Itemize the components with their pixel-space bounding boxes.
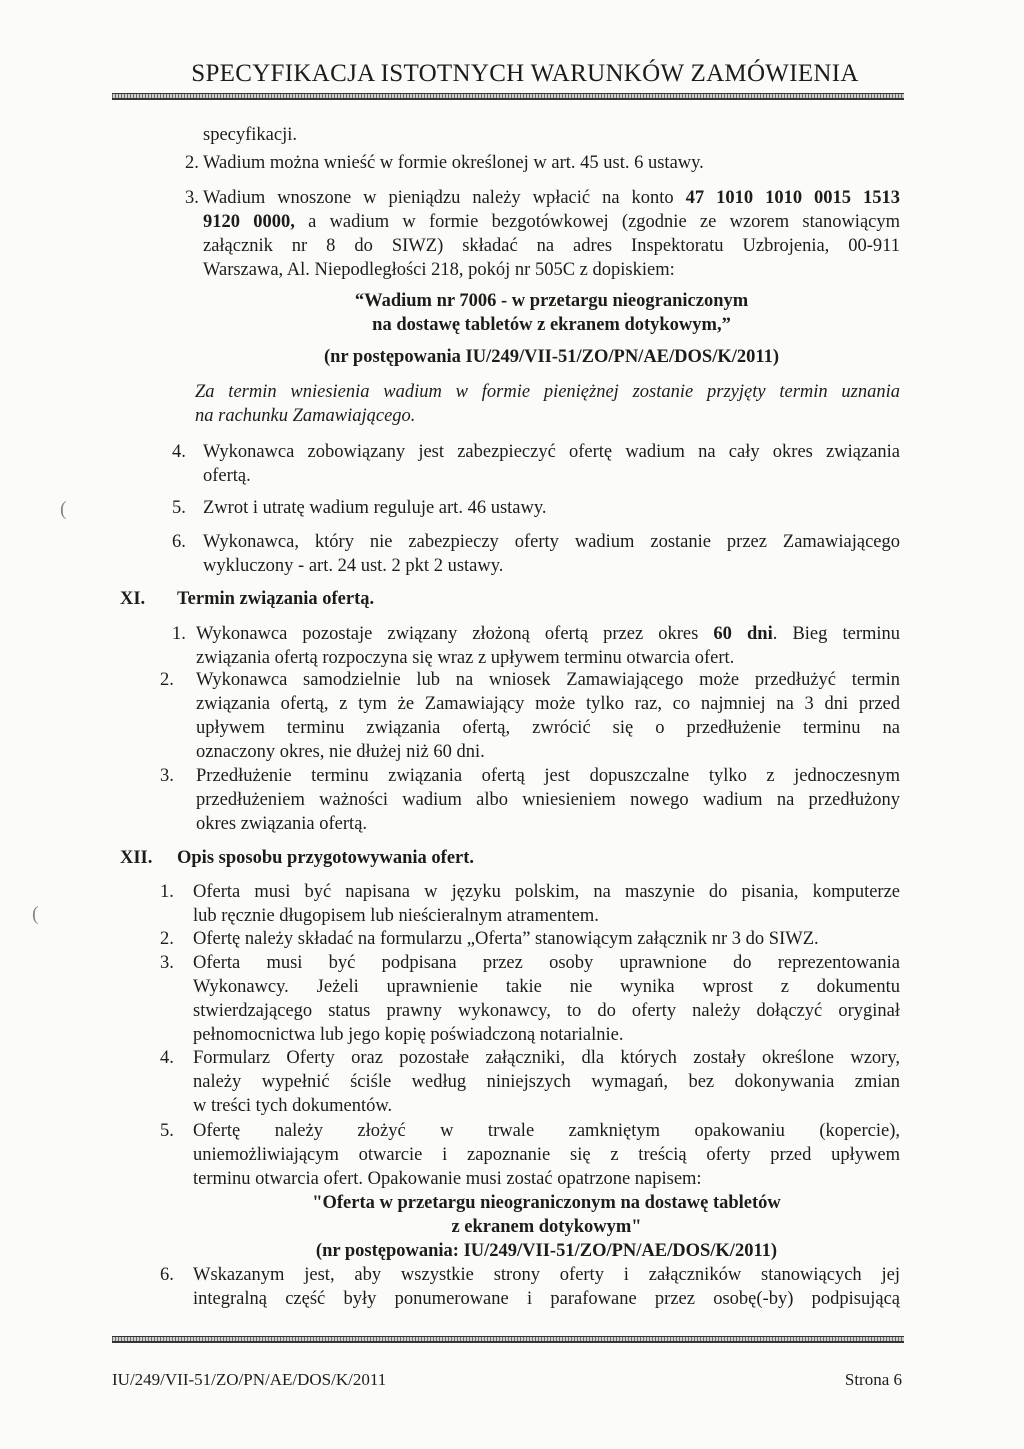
paragraph-line: Wskazanym jest, aby wszystkie strony oferty i załączników stanowiących jej: [193, 1265, 900, 1285]
paragraph-line: Przedłużenie terminu związania ofertą jest dopuszczalne tylko z jednoczesnym: [196, 766, 900, 786]
margin-mark: (: [60, 498, 67, 520]
margin-mark: (: [32, 903, 39, 925]
paragraph-line: integralną część były ponumerowane i parafowane przez osobę(-by) podpisującą: [193, 1289, 900, 1309]
paragraph-line: Oferta musi być napisana w języku polskim, na maszynie do pisania, komputerze: [193, 882, 900, 902]
section-heading: Termin związania ofertą.: [177, 589, 375, 609]
footer-reference: IU/249/VII-51/ZO/PN/AE/DOS/K/2011: [112, 1370, 387, 1389]
paragraph-line: Ofertę należy składać na formularzu „Oferta” stanowiącym załącznik nr 3 do SIWZ.: [193, 929, 819, 949]
procedure-number: (nr postępowania IU/249/VII-51/ZO/PN/AE/DOS/K/2011): [323, 347, 780, 367]
item-number: 2.: [160, 929, 174, 949]
paragraph-line: okres związania ofertą.: [196, 814, 368, 834]
paragraph-line: stwierdzającego status prawny wykonawcy, to do oferty należy dołączyć oryginał: [193, 1001, 900, 1021]
document-header: SPECYFIKACJA ISTOTNYCH WARUNKÓW ZAMÓWIENIA: [191, 60, 859, 87]
paragraph-line: lub ręcznie długopisem lub nieścieralnym atramentem.: [193, 906, 599, 926]
paragraph-line: ofertą.: [203, 466, 251, 486]
italic-note: na rachunku Zamawiającego.: [195, 406, 416, 426]
paragraph-line: należy wypełnić ściśle według niniejszych wymagań, bez dokonywania zmian: [193, 1072, 900, 1092]
paragraph-line: Wykonawcy. Jeżeli uprawnienie takie nie wynika wprost z dokumentu: [193, 977, 900, 997]
item-number: 3.: [160, 953, 174, 973]
paragraph-line: Wykonawca zobowiązany jest zabezpieczyć ofertę wadium na cały okres związania: [203, 442, 900, 462]
item-number: 1.: [172, 624, 186, 644]
paragraph-line: wykluczony - art. 24 ust. 2 pkt 2 ustawy.: [203, 556, 504, 576]
quoted-caption: "Oferta w przetargu nieograniczonym na dostawę tabletów: [312, 1193, 781, 1213]
paragraph-line: związania ofertą, z tym że Zamawiający może tylko raz, co najmniej na 3 dni przed: [196, 694, 900, 714]
item-number: 4.: [160, 1048, 174, 1068]
paragraph-line: Wykonawca, który nie zabezpieczy oferty wadium zostanie przez Zamawiającego: [203, 532, 900, 552]
item-number: 5.: [160, 1121, 174, 1141]
procedure-number: (nr postępowania: IU/249/VII-51/ZO/PN/AE/DOS/K/2011): [315, 1241, 778, 1261]
paragraph-line: Wadium wnoszone w pieniądzu należy wpłacić na konto 47 1010 1010 0015 1513: [203, 188, 900, 208]
page-number: Strona 6: [844, 1370, 902, 1389]
paragraph-line: przedłużeniem ważności wadium albo wniesieniem nowego wadium na przedłużony: [196, 790, 900, 810]
paragraph-line: Wykonawca pozostaje związany złożoną ofertą przez okres 60 dni. Bieg terminu: [196, 624, 901, 644]
paragraph-line: Wadium można wnieść w formie określonej w art. 45 ust. 6 ustawy.: [203, 153, 704, 173]
footer-rule: [112, 1336, 904, 1343]
item-number: 2.: [160, 670, 174, 690]
paragraph-line: w treści tych dokumentów.: [193, 1096, 393, 1116]
item-number: 6.: [172, 532, 186, 552]
paragraph-line: Warszawa, Al. Niepodległości 218, pokój nr 505C z dopiskiem:: [203, 260, 675, 280]
paragraph-line: terminu otwarcia ofert. Opakowanie musi zostać opatrzone napisem:: [193, 1169, 702, 1189]
item-number: 5.: [172, 498, 186, 518]
item-number: 2.: [185, 153, 199, 173]
paragraph-line: upływem terminu związania ofertą, zwrócić się o przedłużenie terminu na: [196, 718, 900, 738]
intro-continuation: specyfikacji.: [203, 125, 297, 145]
quoted-caption: na dostawę tabletów z ekranem dotykowym,”: [372, 315, 731, 335]
paragraph-line: związania ofertą rozpoczyna się wraz z upływem terminu otwarcia ofert.: [196, 648, 735, 668]
section-number: XII.: [120, 848, 153, 868]
item-number: 6.: [160, 1265, 174, 1285]
paragraph-line: Ofertę należy złożyć w trwale zamkniętym opakowaniu (kopercie),: [193, 1121, 900, 1141]
quoted-caption: z ekranem dotykowym": [451, 1217, 642, 1237]
paragraph-line: uniemożliwiającym otwarcie i zapoznanie się z treścią oferty przed upływem: [193, 1145, 900, 1165]
header-rule: [112, 93, 904, 100]
item-number: 4.: [172, 442, 186, 462]
paragraph-line: Formularz Oferty oraz pozostałe załączniki, dla których zostały określone wzory,: [193, 1048, 900, 1068]
paragraph-line: Oferta musi być podpisana przez osoby uprawnione do reprezentowania: [193, 953, 900, 973]
item-number: 3.: [160, 766, 174, 786]
paragraph-line: załącznik nr 8 do SIWZ) składać na adres Inspektoratu Uzbrojenia, 00-911: [203, 236, 900, 256]
paragraph-line: pełnomocnictwa lub jego kopię poświadczoną notarialnie.: [193, 1025, 624, 1045]
paragraph-line: Zwrot i utratę wadium reguluje art. 46 ustawy.: [203, 498, 547, 518]
item-number: 1.: [160, 882, 174, 902]
paragraph-line: 9120 0000, a wadium w formie bezgotówkowej (zgodnie ze wzorem stanowiącym: [203, 212, 900, 232]
section-number: XI.: [120, 589, 146, 609]
quoted-caption: “Wadium nr 7006 - w przetargu nieograniczonym: [354, 291, 749, 311]
item-number: 3.: [185, 188, 199, 208]
italic-note: Za termin wniesienia wadium w formie pieniężnej zostanie przyjęty termin uznania: [195, 382, 900, 402]
paragraph-line: oznaczony okres, nie dłużej niż 60 dni.: [196, 742, 485, 762]
section-heading: Opis sposobu przygotowywania ofert.: [177, 848, 475, 868]
paragraph-line: Wykonawca samodzielnie lub na wniosek Zamawiającego może przedłużyć termin: [196, 670, 900, 690]
